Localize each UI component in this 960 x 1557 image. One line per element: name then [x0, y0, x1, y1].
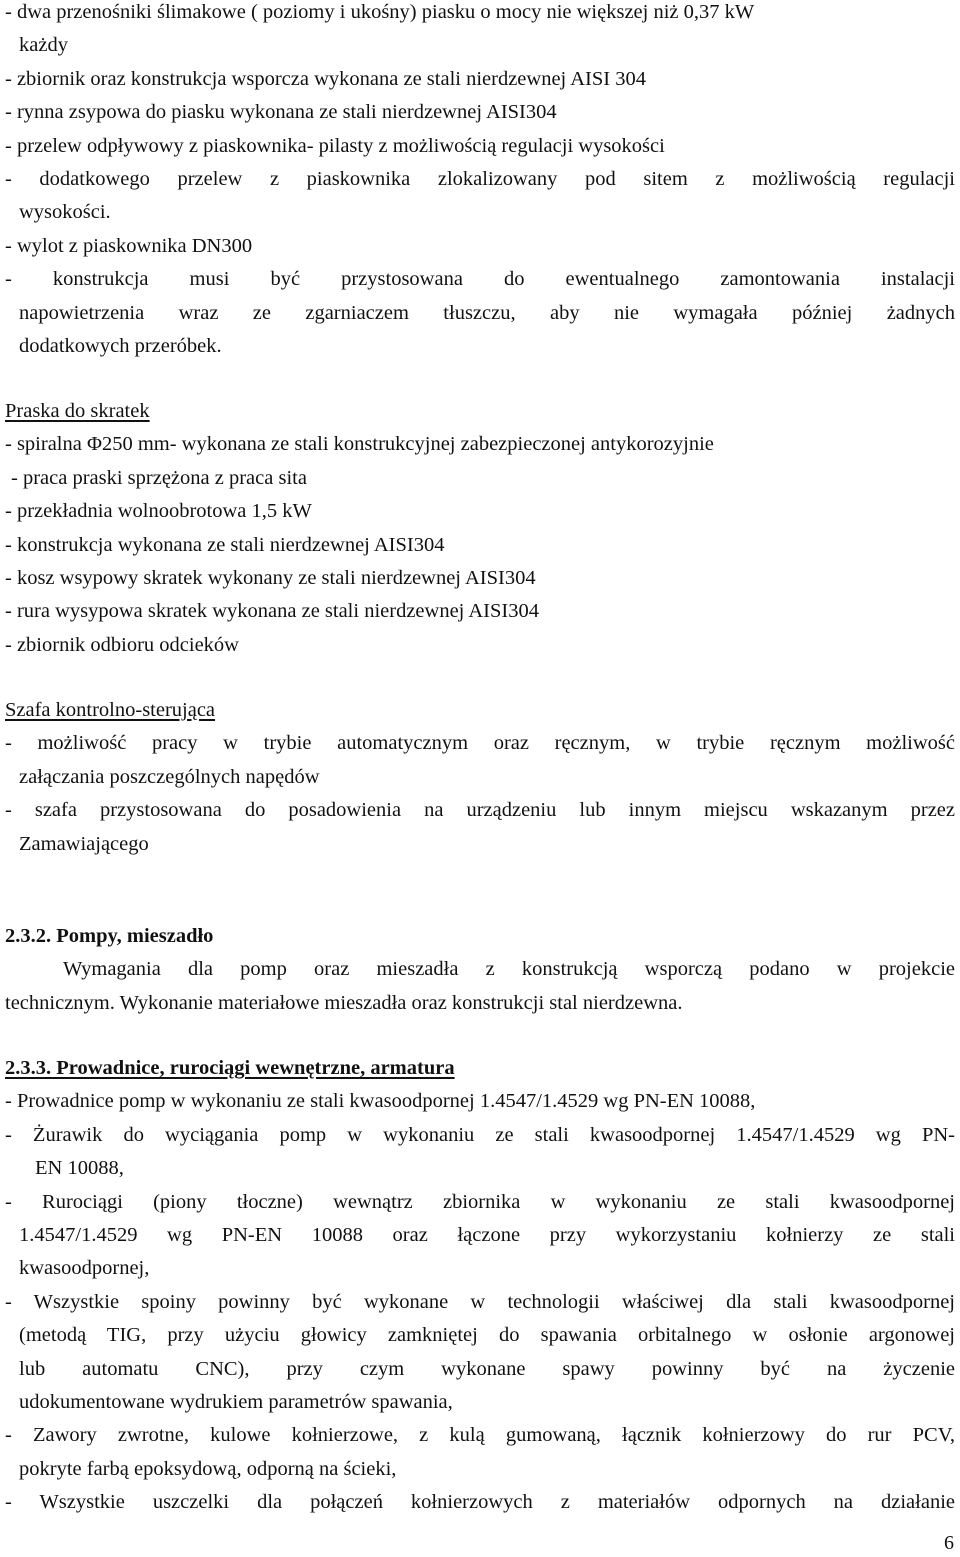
list-item-continuation: Zamawiającego	[19, 832, 149, 855]
list-item: - rynna zsypowa do piasku wykonana ze stali nierdzewnej AISI304	[5, 101, 557, 124]
list-item-continuation: wysokości.	[19, 201, 111, 224]
list-item: - Zawory zwrotne, kulowe kołnierzowe, z kulą gumowaną, łącznik kołnierzowy do rur PCV,	[5, 1424, 955, 1447]
list-item-continuation: 1.4547/1.4529 wg PN-EN 10088 oraz łączone przy wykorzystaniu kołnierzy ze stali	[19, 1224, 955, 1247]
list-item: - Rurociągi (piony tłoczne) wewnątrz zbiornika w wykonaniu ze stali kwasoodpornej	[5, 1190, 955, 1213]
paragraph-line: technicznym. Wykonanie materiałowe mieszadła oraz konstrukcji stal nierdzewna.	[5, 991, 683, 1014]
list-item-continuation: dodatkowych przeróbek.	[19, 335, 222, 358]
section-prowadnice	[5, 1052, 955, 1520]
list-item: - przekładnia wolnoobrotowa 1,5 kW	[5, 500, 312, 523]
list-item-continuation: pokryte farbą epoksydową, odporną na ścieki,	[19, 1457, 397, 1480]
section-heading-text: 2.3.3. Prowadnice, rurociągi wewnętrzne, armatura	[5, 1057, 455, 1079]
list-item-continuation: załączania poszczególnych napędów	[19, 765, 320, 788]
paragraph-line: Wymagania dla pomp oraz mieszadła z konstrukcją wsporczą podano w projekcie	[63, 958, 955, 981]
list-item-continuation: lub automatu CNC), przy czym wykonane spawy powinny być na życzenie	[19, 1357, 955, 1380]
list-item: - możliwość pracy w trybie automatycznym oraz ręcznym, w trybie ręcznym możliwość	[5, 732, 955, 755]
list-item: - kosz wsypowy skratek wykonany ze stali nierdzewnej AISI304	[5, 567, 536, 590]
list-item: - Żurawik do wyciągania pomp w wykonaniu ze stali kwasoodpornej 1.4547/1.4529 wg PN-	[5, 1123, 955, 1146]
section-heading: Szafa kontrolno-sterująca	[5, 699, 216, 721]
list-item-continuation: udokumentowane wydrukiem parametrów spawania,	[19, 1391, 453, 1414]
page-number: 6	[944, 1532, 954, 1554]
list-item: - szafa przystosowana do posadowienia na urządzeniu lub innym miejscu wskazanym przez	[5, 799, 955, 822]
list-item: - zbiornik oraz konstrukcja wsporcza wykonana ze stali nierdzewnej AISI 304	[5, 67, 646, 90]
list-item: - spiralna Φ250 mm- wykonana ze stali konstrukcyjnej zabezpieczonej antykorozyjnie	[5, 433, 714, 456]
section-heading	[5, 1052, 955, 1085]
list-item-continuation: (metodą TIG, przy użyciu głowicy zamkniętej do spawania orbitalnego w osłonie argonowej	[19, 1324, 955, 1347]
section-heading: 2.3.2. Pompy, mieszadło	[5, 925, 214, 947]
list-item: - konstrukcja musi być przystosowana do ewentualnego zamontowania instalacji	[5, 268, 955, 291]
section-heading: Praska do skratek	[5, 400, 150, 422]
section-praska	[5, 395, 955, 662]
list-item-continuation: każdy	[19, 34, 68, 57]
section-pompy	[5, 920, 955, 1020]
list-item-continuation: napowietrzenia wraz ze zgarniaczem tłuszczu, aby nie wymagała później żadnych	[19, 301, 955, 324]
list-item-continuation: EN 10088,	[35, 1157, 124, 1180]
list-item: - Prowadnice pomp w wykonaniu ze stali kwasoodpornej 1.4547/1.4529 wg PN-EN 10088,	[5, 1090, 756, 1113]
list-item: - rura wysypowa skratek wykonana ze stali nierdzewnej AISI304	[5, 600, 539, 623]
list-item: - dodatkowego przelew z piaskownika zlokalizowany pod sitem z możliwością regulacji	[5, 168, 955, 191]
list-item: - dwa przenośniki ślimakowe ( poziomy i ukośny) piasku o mocy nie większej niż 0,37 kW	[5, 1, 755, 23]
list-item: - przelew odpływowy z piaskownika- pilasty z możliwością regulacji wysokości	[5, 134, 665, 157]
section-top-list	[5, 0, 955, 363]
list-item: - Wszystkie uszczelki dla połączeń kołnierzowych z materiałów odpornych na działanie	[5, 1491, 955, 1514]
list-item: - wylot z piaskownika DN300	[5, 234, 253, 257]
list-item-continuation: kwasoodpornej,	[19, 1257, 150, 1280]
list-item: - konstrukcja wykonana ze stali nierdzewnej AISI304	[5, 533, 445, 556]
list-item: - zbiornik odbioru odcieków	[5, 633, 239, 656]
section-szafa	[5, 694, 955, 861]
list-item: - praca praski sprzężona z praca sita	[11, 466, 307, 489]
list-item: - Wszystkie spoiny powinny być wykonane w technologii właściwej dla stali kwasoodpornej	[5, 1290, 955, 1313]
